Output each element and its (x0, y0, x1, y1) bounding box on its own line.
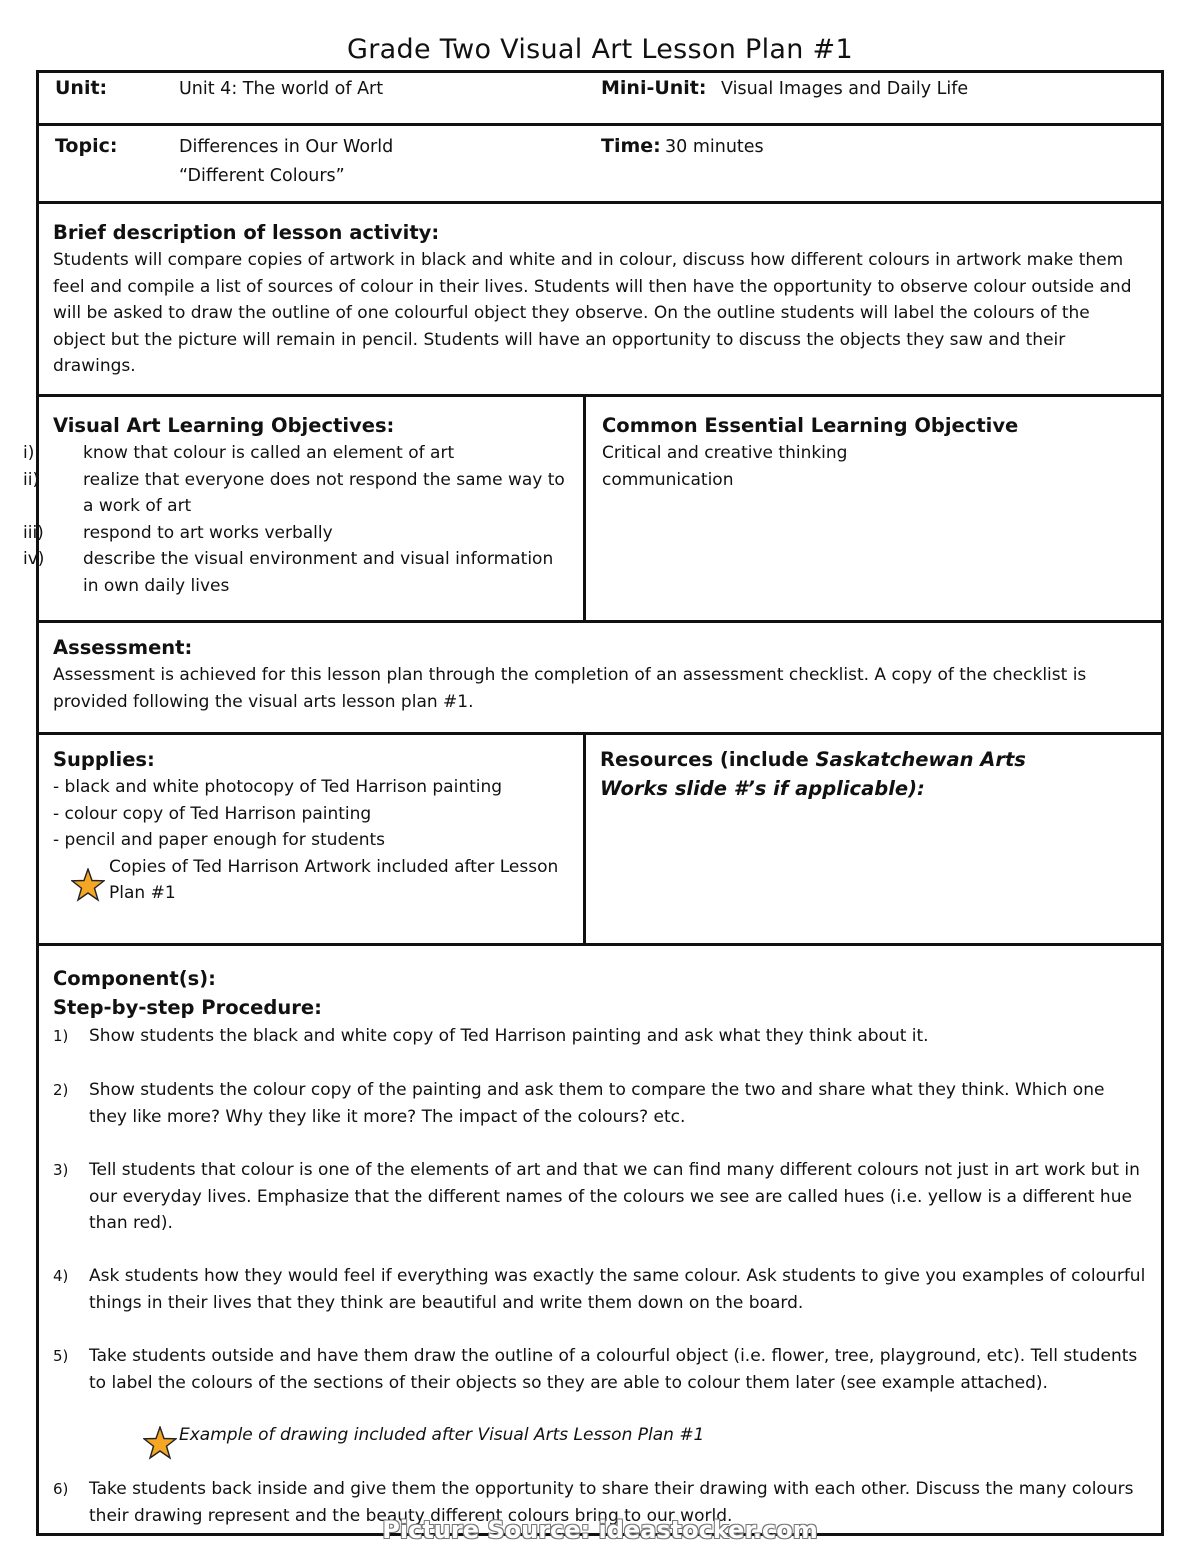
assessment-heading: Assessment: (53, 636, 193, 659)
lesson-plan-table (23, 70, 1164, 1536)
objectives-row (23, 397, 1161, 623)
topic-label: Topic: (55, 135, 118, 157)
unit-row (39, 73, 1161, 126)
list-item: iv) describe the visual environment and visual information in own daily lives (23, 549, 554, 596)
brief-description-text: Students will compare copies of artwork in black and white and in colour, discuss how different colours in artwork make them feel and compile a list of sources of colour in their lives. Students will then have the opportunity to observe colour outside and will be asked to draw the outline of one colourful object they observe. On the outline students will label the colours of the object but the picture will remain in pencil. Students will have an opportunity to discuss the objects they saw and their drawings. (53, 250, 1132, 376)
procedure-step: 5) Take students outside and have them draw the outline of a colourful object (i.e. flower, tree, playground, etc). Tell students to label the colours of the sections of their objects so they are able to colour them later (see example attached). (53, 1346, 1138, 1393)
time-value: 30 minutes (665, 137, 764, 157)
cel-item: communication (602, 469, 734, 490)
procedure-step: 4) Ask students how they would feel if everything was exactly the same colour. Ask students to give you examples of colourful things in their lives that they think are beautiful and write them down on the board. (53, 1266, 1146, 1313)
cel-item: Critical and creative thinking (602, 443, 848, 463)
brief-description-section (39, 204, 1161, 397)
time-label: Time: (601, 135, 661, 157)
procedure-step: 6) Take students back inside and give them the opportunity to share their drawing with each other. Discuss the many colours their drawing represent and the beauty different colours bring to our world. (53, 1479, 1134, 1526)
resources-cell (586, 735, 1161, 943)
visual-art-objectives-list (23, 440, 571, 599)
star-icon (143, 1426, 177, 1460)
list-item: - black and white photocopy of Ted Harrison painting (53, 777, 503, 797)
cel-objective-heading: Common Essential Learning Objective (602, 414, 1019, 437)
components-heading: Component(s): (53, 967, 216, 990)
procedure-heading: Step-by-step Procedure: (53, 996, 322, 1019)
page-title: Grade Two Visual Art Lesson Plan #1 (347, 34, 853, 65)
mini-unit-value: Visual Images and Daily Life (721, 79, 969, 99)
list-item: - colour copy of Ted Harrison painting (53, 803, 372, 824)
supplies-resources-row (39, 735, 1161, 946)
supplies-list (53, 774, 571, 854)
assessment-section (39, 623, 1161, 735)
supplies-cell (39, 735, 586, 943)
procedure-step: 2) Show students the colour copy of the painting and ask them to compare the two and share what they think. Which one they like more? Why they like it more? The impact of the colours? etc. (53, 1080, 1105, 1127)
topic-row (39, 126, 1161, 204)
star-shape (144, 1427, 176, 1458)
step-5-note-text: Example of drawing included after Visual Arts Lesson Plan #1 (179, 1425, 705, 1445)
list-item: i) know that colour is called an element of art (23, 443, 455, 463)
resources-heading: Resources (include Saskatchewan Arts Works slide #’s if applicable): (600, 748, 1026, 800)
watermark: Picture Source: ideastocker.com (382, 1516, 818, 1544)
cel-objective-cell (586, 397, 1161, 620)
brief-description-heading: Brief description of lesson activity: (53, 221, 440, 244)
list-item: ii) realize that everyone does not respond the same way to a work of art (23, 469, 565, 516)
supplies-note: Copies of Ted Harrison Artwork included after Lesson Plan #1 (109, 856, 559, 903)
topic-line-1: Differences in Our World (179, 137, 394, 157)
visual-art-objectives-heading: Visual Art Learning Objectives: (53, 414, 395, 437)
list-item: iii) respond to art works verbally (23, 522, 333, 543)
list-item: - pencil and paper enough for students (53, 830, 385, 850)
topic-line-2: “Different Colours” (179, 166, 345, 186)
procedure-section (39, 946, 1161, 1533)
mini-unit-label: Mini-Unit: (601, 77, 707, 99)
visual-art-objectives-cell (23, 397, 586, 620)
procedure-step: 3) Tell students that colour is one of the elements of art and that we can find many different colours not just in art work but in our everyday lives. Emphasize that the different names of the colours we see are called hues (i.e. yellow is a different hue than red). (53, 1160, 1140, 1233)
procedure-step: 1) Show students the black and white copy of Ted Harrison painting and ask what they think about it. (53, 1026, 929, 1046)
unit-value: Unit 4: The world of Art (179, 79, 384, 99)
unit-label: Unit: (55, 77, 108, 99)
assessment-text: Assessment is achieved for this lesson plan through the completion of an assessment checklist. A copy of the checklist is provided following the visual arts lesson plan #1. (53, 665, 1087, 712)
supplies-heading: Supplies: (53, 748, 155, 771)
star-icon (71, 868, 105, 902)
star-shape (72, 869, 104, 900)
